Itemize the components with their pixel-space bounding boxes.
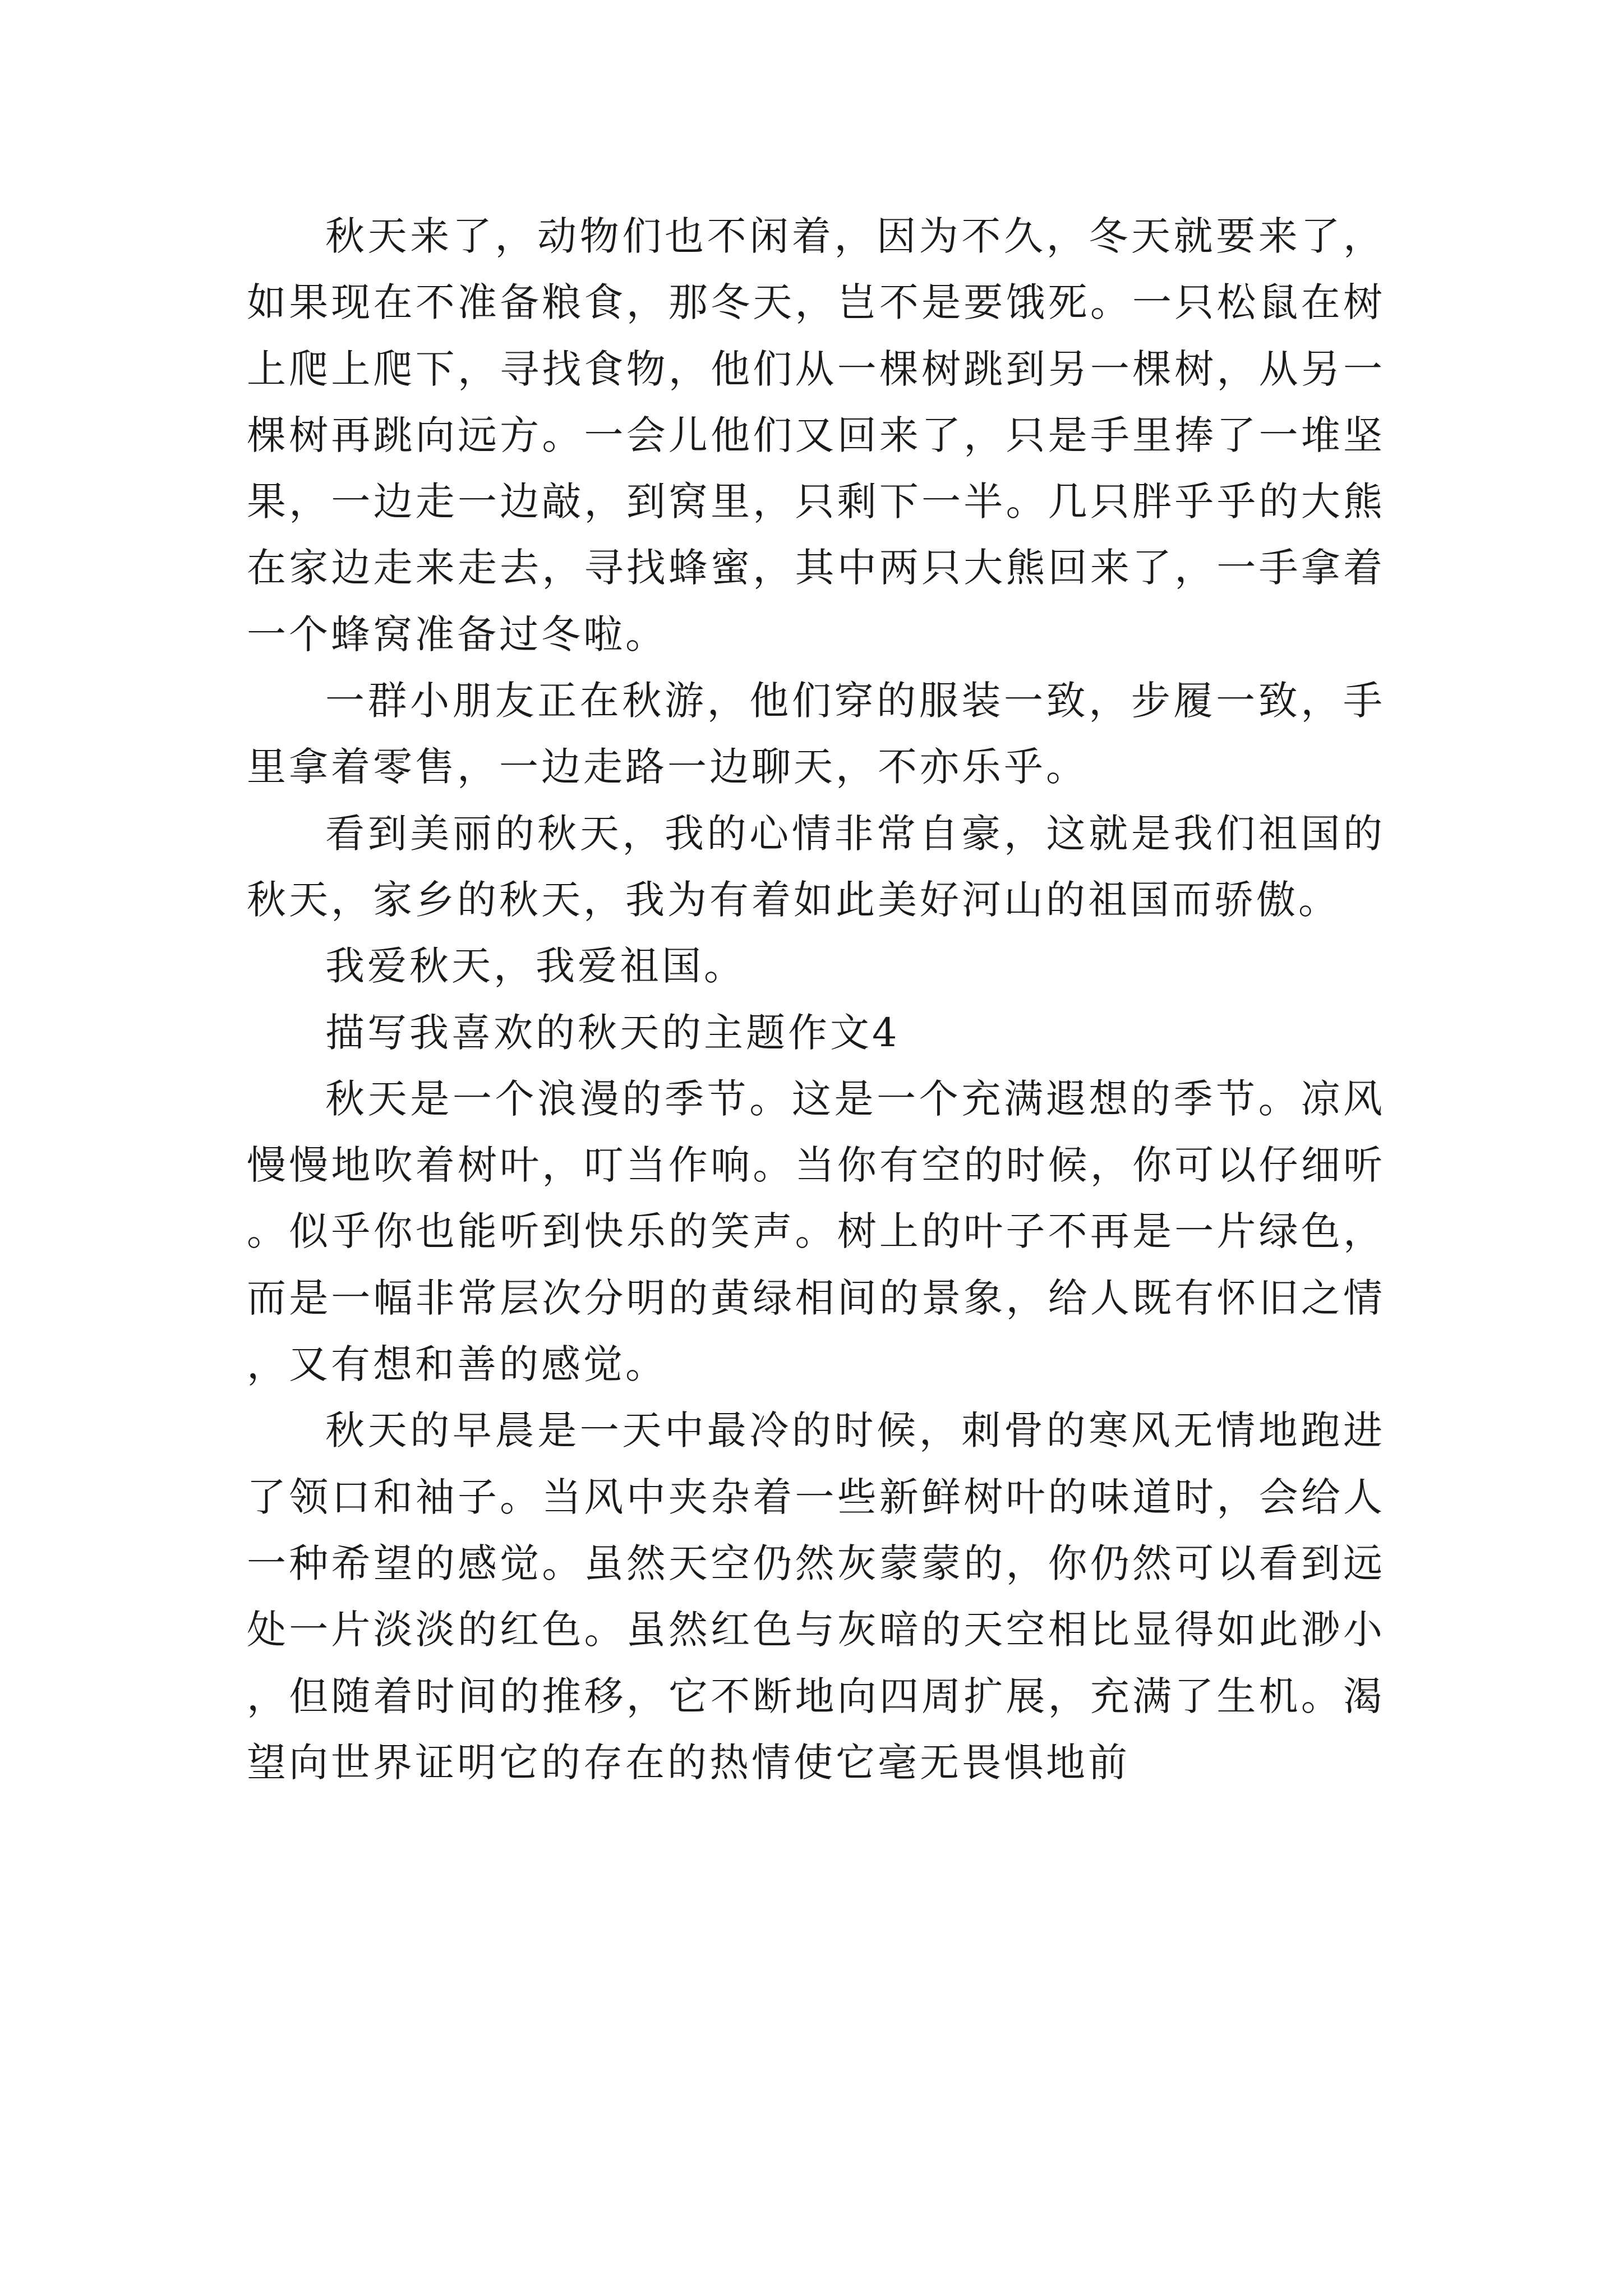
essay-heading: 描写我喜欢的秋天的主题作文4 bbox=[325, 1009, 900, 1056]
paragraph-autumn-morning: 秋天的早晨是一天中最冷的时候，刺骨的寒风无情地跑进了领口和袖子。当风中夹杂着一些新鲜树叶的味道时，会给人一种希望的感觉。虽然天空仍然灰蒙蒙的，你仍然可以看到远处一片淡淡的红色。虽然红色与灰暗的天空相比显得如此渺小，但随着时间的推移，它不断地向四周扩展，充满了生机。渴望向世界证明它的存在的热情使它毫无畏惧地前 bbox=[247, 1407, 1385, 1786]
paragraph-children-outing: 一群小朋友正在秋游，他们穿的服装一致，步履一致，手里拿着零售，一边走路一边聊天，不亦乐乎。 bbox=[247, 678, 1385, 790]
paragraph-romantic-season: 秋天是一个浪漫的季节。这是一个充满遐想的季节。凉风慢慢地吹着树叶，叮当作响。当你有空的时候，你可以仔细听。似乎你也能听到快乐的笑声。树上的叶子不再是一片绿色，而是一幅非常层次分明的黄绿相间的景象，给人既有怀旧之情，又有想和善的感觉。 bbox=[247, 1075, 1385, 1388]
paragraph-proud-autumn: 看到美丽的秋天，我的心情非常自豪，这就是我们祖国的秋天，家乡的秋天，我为有着如此美好河山的祖国而骄傲。 bbox=[247, 810, 1385, 923]
paragraph-love-autumn: 我爱秋天，我爱祖国。 bbox=[325, 943, 746, 990]
paragraph-animals-prepare: 秋天来了，动物们也不闲着，因为不久，冬天就要来了，如果现在不准备粮食，那冬天，岂不是要饿死。一只松鼠在树上爬上爬下，寻找食物，他们从一棵树跳到另一棵树，从另一棵树再跳向远方。一会儿他们又回来了，只是手里捧了一堆坚果，一边走一边敲，到窝里，只剩下一半。几只胖乎乎的大熊在家边走来走去，寻找蜂蜜，其中两只大熊回来了，一手拿着一个蜂窝准备过冬啦。 bbox=[247, 213, 1385, 657]
document-body bbox=[247, 203, 1385, 1796]
